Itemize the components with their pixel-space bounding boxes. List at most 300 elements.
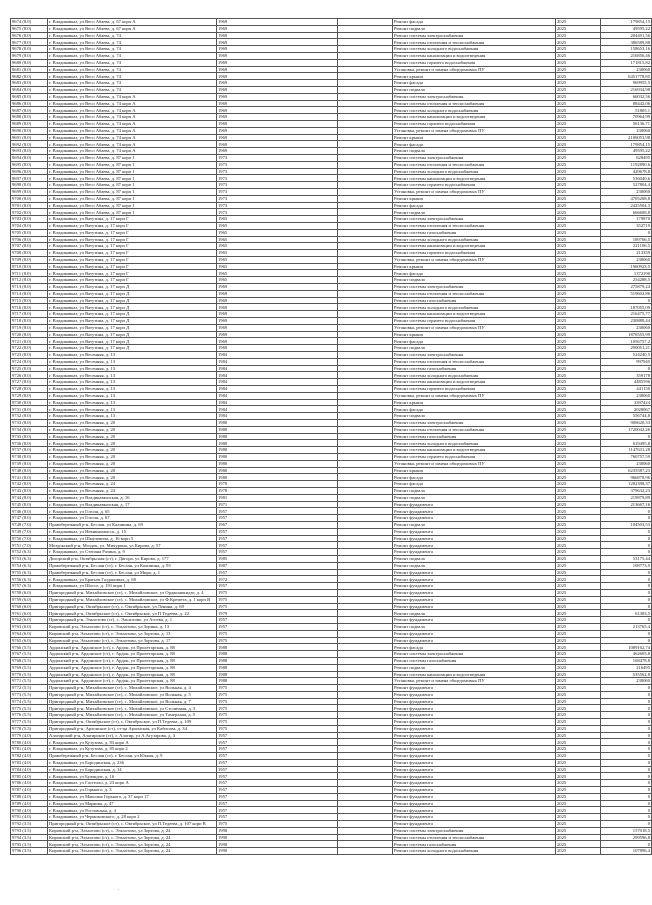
period-cell: 2025 xyxy=(556,712,601,719)
address-cell: г. Владикавказ, ул Ватутина, д. 17 корп Г xyxy=(48,222,217,229)
year-cell: 1973 xyxy=(217,202,338,209)
blank-cell xyxy=(338,685,393,692)
blank-cell xyxy=(338,610,393,617)
blank-cell xyxy=(338,841,393,848)
period-cell: 2025 xyxy=(556,182,601,189)
table-row xyxy=(11,372,652,379)
blank-cell xyxy=(338,447,393,454)
address-cell: г. Владикавказ, ул Весенняя, д. 13 xyxy=(48,358,217,365)
work-type-cell: Ремонт фасада xyxy=(393,474,556,481)
blank-cell xyxy=(338,73,393,80)
table-row xyxy=(11,678,652,685)
blank-cell xyxy=(338,827,393,834)
table-row xyxy=(11,487,652,494)
address-cell: г. Владикавказ, ул Ватутина, д. 17 корп Г xyxy=(48,243,217,250)
address-cell: г. Владикавказ, ул Ватутина, д. 17 корп Г xyxy=(48,270,217,277)
blank-cell xyxy=(338,229,393,236)
table-row xyxy=(11,494,652,501)
table-row xyxy=(11,467,652,474)
cost-cell: 0 xyxy=(601,603,652,610)
work-type-cell: Ремонт системы канализации и водоотведения xyxy=(393,175,556,182)
work-type-cell: Ремонт фасада xyxy=(393,202,556,209)
cost-cell: 2425504,3 xyxy=(601,202,652,209)
row-number-cell: 9742 (8.0) xyxy=(11,481,48,488)
blank-cell xyxy=(338,420,393,427)
cost-cell: 179854,15 xyxy=(601,19,652,26)
row-number-cell: 9718 (8.0) xyxy=(11,318,48,325)
cost-cell: 290051,21 xyxy=(601,345,652,352)
work-type-cell: Установка, ремонт и замена общедомовых ПУ xyxy=(393,256,556,263)
work-type-cell: Ремонт подвала xyxy=(393,521,556,528)
address-cell: г. Владикавказ, ул Гастелло, д. 23 корп А xyxy=(48,780,217,787)
blank-cell xyxy=(338,250,393,257)
blank-cell xyxy=(338,182,393,189)
table-row xyxy=(11,691,652,698)
year-cell: 1969 xyxy=(217,107,338,114)
blank-cell xyxy=(338,175,393,182)
table-row xyxy=(11,324,652,331)
year-cell: 1987 xyxy=(217,562,338,569)
table-row xyxy=(11,168,652,175)
table-row xyxy=(11,202,652,209)
period-cell: 2025 xyxy=(556,732,601,739)
year-cell: 1975 xyxy=(217,596,338,603)
address-cell: Дигорский р-н, Октябрьская (ст), г. Дигора, ул Кирова, д. 177 xyxy=(48,555,217,562)
year-cell: 1984 xyxy=(217,358,338,365)
address-cell: г. Владикавказ, ул Шоссе, д. 191 корп 1 xyxy=(48,583,217,590)
year-cell: 1975 xyxy=(217,685,338,692)
year-cell: 1969 xyxy=(217,59,338,66)
table-row xyxy=(11,637,652,644)
address-cell: г. Владикавказ, ул Весо Абаева, д. 74 xyxy=(48,46,217,53)
year-cell: 1967 xyxy=(217,521,338,528)
cost-cell: 0 xyxy=(601,229,652,236)
work-type-cell: Ремонт подвала xyxy=(393,277,556,284)
period-cell: 2025 xyxy=(556,270,601,277)
work-type-cell: Ремонт системы газоснабжения xyxy=(393,433,556,440)
period-cell: 2025 xyxy=(556,454,601,461)
table-row xyxy=(11,501,652,508)
cost-cell: 0 xyxy=(601,508,652,515)
work-type-cell: Ремонт подвала xyxy=(393,487,556,494)
period-cell: 2025 xyxy=(556,447,601,454)
blank-cell xyxy=(338,331,393,338)
work-type-cell: Ремонт фундамента xyxy=(393,821,556,828)
table-row xyxy=(11,311,652,318)
cost-cell: 254288,5 xyxy=(601,277,652,284)
table-row xyxy=(11,630,652,637)
row-number-cell: 9753 (6.3) xyxy=(11,555,48,562)
cost-cell: 299596,8 xyxy=(601,834,652,841)
page-footer-mark: . xyxy=(118,886,120,892)
work-type-cell: Ремонт крыши xyxy=(393,331,556,338)
row-number-cell: 9777 (5.5) xyxy=(11,719,48,726)
work-type-cell: Ремонт фундамента xyxy=(393,637,556,644)
row-number-cell: 9771 (5.5) xyxy=(11,678,48,685)
period-cell: 2025 xyxy=(556,793,601,800)
period-cell: 2025 xyxy=(556,107,601,114)
blank-cell xyxy=(338,134,393,141)
address-cell: г. Владикавказ, ул Ростовская, д. 4 xyxy=(48,807,217,814)
blank-cell xyxy=(338,392,393,399)
cost-cell: 0 xyxy=(601,515,652,522)
table-row xyxy=(11,732,652,739)
blank-cell xyxy=(338,195,393,202)
cost-cell: 204491,56 xyxy=(601,32,652,39)
cost-cell: 1282398,37 xyxy=(601,481,652,488)
blank-cell xyxy=(338,161,393,168)
table-row xyxy=(11,440,652,447)
table-row xyxy=(11,66,652,73)
blank-cell xyxy=(338,454,393,461)
row-number-cell: 9793 (3.5) xyxy=(11,827,48,834)
cost-cell: 1147631,28 xyxy=(601,447,652,454)
period-cell: 2025 xyxy=(556,651,601,658)
row-number-cell: 9787 (4.0) xyxy=(11,787,48,794)
cost-cell: 556744,8 xyxy=(601,413,652,420)
work-type-cell: Ремонт фундамента xyxy=(393,617,556,624)
cost-cell: 230060 xyxy=(601,256,652,263)
year-cell: 1965 xyxy=(217,277,338,284)
table-row xyxy=(11,793,652,800)
year-cell: 1973 xyxy=(217,154,338,161)
row-number-cell: 9679 (8.0) xyxy=(11,52,48,59)
row-number-cell: 9779 (4.0) xyxy=(11,732,48,739)
address-cell: Ардонский р-н, Ардонское (ст), г. Ардон, ул Пролетарская, д. 88 xyxy=(48,644,217,651)
blank-cell xyxy=(338,100,393,107)
period-cell: 2025 xyxy=(556,481,601,488)
period-cell: 2025 xyxy=(556,32,601,39)
address-cell: Пригородный р-н, Эльхотово (ст), с. Эльхотово, ул Агоева, д. 1 xyxy=(48,617,217,624)
year-cell: 1969 xyxy=(217,127,338,134)
cost-cell: 216856,46 xyxy=(601,52,652,59)
period-cell: 2025 xyxy=(556,521,601,528)
period-cell: 2025 xyxy=(556,73,601,80)
row-number-cell: 9689 (8.0) xyxy=(11,120,48,127)
blank-cell xyxy=(338,494,393,501)
cost-cell: 213765,4 xyxy=(601,623,652,630)
period-cell: 2025 xyxy=(556,821,601,828)
period-cell: 2025 xyxy=(556,440,601,447)
address-cell: г. Владикавказ, ул Ватутина, д. 17 корп Д xyxy=(48,284,217,291)
blank-cell xyxy=(338,603,393,610)
row-number-cell: 9696 (8.0) xyxy=(11,168,48,175)
blank-cell xyxy=(338,671,393,678)
row-number-cell: 9770 (5.5) xyxy=(11,671,48,678)
address-cell: г. Владикавказ, ул Владикавказская, д. 16 xyxy=(48,494,217,501)
year-cell: 1973 xyxy=(217,161,338,168)
cost-cell: 0 xyxy=(601,549,652,556)
address-cell: г. Владикавказ, ул Весенняя, д. 13 xyxy=(48,352,217,359)
table-row xyxy=(11,576,652,583)
work-type-cell: Ремонт фундамента xyxy=(393,589,556,596)
year-cell: 1975 xyxy=(217,630,338,637)
cost-cell: 0 xyxy=(601,365,652,372)
address-cell: г. Владикавказ, ул Весенняя, д. 20 xyxy=(48,460,217,467)
cost-cell: 230060 xyxy=(601,127,652,134)
address-cell: г. Владикавказ, ул Весо Абаева, д. 87 корп 1 xyxy=(48,195,217,202)
work-type-cell: Ремонт системы отопления и теплоснабжения xyxy=(393,358,556,365)
row-number-cell: 9680 (8.0) xyxy=(11,59,48,66)
year-cell: 1957 xyxy=(217,759,338,766)
cost-cell: 107896,4 xyxy=(601,848,652,855)
row-number-cell: 9736 (8.0) xyxy=(11,440,48,447)
blank-cell xyxy=(338,515,393,522)
cost-cell: 1876555,99 xyxy=(601,331,652,338)
period-cell: 2025 xyxy=(556,576,601,583)
cost-cell: 230060 xyxy=(601,66,652,73)
work-type-cell: Ремонт системы отопления и теплоснабжения xyxy=(393,222,556,229)
cost-cell: 230060 xyxy=(601,460,652,467)
row-number-cell: 9781 (4.0) xyxy=(11,746,48,753)
table-row xyxy=(11,216,652,223)
blank-cell xyxy=(338,270,393,277)
table-row xyxy=(11,651,652,658)
cost-cell: 216934,98 xyxy=(601,86,652,93)
period-cell: 2025 xyxy=(556,705,601,712)
table-row xyxy=(11,589,652,596)
table-row xyxy=(11,270,652,277)
cost-cell: 0 xyxy=(601,542,652,549)
table-row xyxy=(11,481,652,488)
year-cell: 1965 xyxy=(217,270,338,277)
row-number-cell: 9697 (8.0) xyxy=(11,175,48,182)
year-cell: 1969 xyxy=(217,148,338,155)
row-number-cell: 9764 (6.0) xyxy=(11,630,48,637)
row-number-cell: 9709 (8.0) xyxy=(11,256,48,263)
period-cell: 2025 xyxy=(556,406,601,413)
work-type-cell: Ремонт системы газоснабжения xyxy=(393,365,556,372)
cost-cell: 221106,5 xyxy=(601,243,652,250)
year-cell: 1957 xyxy=(217,766,338,773)
row-number-cell: 9725 (8.0) xyxy=(11,365,48,372)
work-type-cell: Ремонт фундамента xyxy=(393,508,556,515)
period-cell: 2025 xyxy=(556,583,601,590)
row-number-cell: 9749 (7.0) xyxy=(11,528,48,535)
address-cell: г. Владикавказ, ул Максима Горького, д. 37 корп 17 xyxy=(48,793,217,800)
table-row xyxy=(11,141,652,148)
row-number-cell: 9723 (8.0) xyxy=(11,352,48,359)
period-cell: 2025 xyxy=(556,358,601,365)
work-type-cell: Ремонт крыши xyxy=(393,263,556,270)
table-row xyxy=(11,759,652,766)
address-cell: г. Владикавказ, ул Весо Абаева, д. 67 корп А xyxy=(48,19,217,26)
work-type-cell: Ремонт подвала xyxy=(393,345,556,352)
year-cell: 1984 xyxy=(217,386,338,393)
blank-cell xyxy=(338,25,393,32)
work-type-cell: Ремонт системы газоснабжения xyxy=(393,657,556,664)
year-cell: 1969 xyxy=(217,311,338,318)
table-row xyxy=(11,474,652,481)
work-type-cell: Ремонт системы холодного водоснабжения xyxy=(393,848,556,855)
year-cell: 1957 xyxy=(217,583,338,590)
blank-cell xyxy=(338,148,393,155)
cost-cell: 0 xyxy=(601,800,652,807)
cost-cell: 179854,15 xyxy=(601,141,652,148)
work-type-cell: Ремонт системы электроснабжения xyxy=(393,32,556,39)
work-type-cell: Ремонт подвала xyxy=(393,664,556,671)
address-cell: г. Владикавказ, ул Весо Абаева, д. 74 корп А xyxy=(48,93,217,100)
year-cell: 1957 xyxy=(217,780,338,787)
table-row xyxy=(11,603,652,610)
cost-cell: 49595,22 xyxy=(601,148,652,155)
blank-cell xyxy=(338,617,393,624)
blank-cell xyxy=(338,202,393,209)
cost-cell: 49595,22 xyxy=(601,25,652,32)
work-type-cell: Ремонт системы отопления и теплоснабжения xyxy=(393,426,556,433)
row-number-cell: 9714 (8.0) xyxy=(11,290,48,297)
address-cell: Пригородный р-н, Михайловское (ст), с. Михайловское, ул Вольная, д. 5 xyxy=(48,691,217,698)
cost-cell: 0 xyxy=(601,793,652,800)
year-cell: 1965 xyxy=(217,222,338,229)
work-type-cell: Ремонт фундамента xyxy=(393,746,556,753)
row-number-cell: 9717 (8.0) xyxy=(11,311,48,318)
year-cell: 1988 xyxy=(217,644,338,651)
work-type-cell: Ремонт крыши xyxy=(393,73,556,80)
year-cell: 1984 xyxy=(217,379,338,386)
address-cell: Кировский р-н, Эльхотово (ст), с. Эльхотово, ул Зортова, д. 24 xyxy=(48,827,217,834)
year-cell: 1965 xyxy=(217,243,338,250)
row-number-cell: 9701 (8.0) xyxy=(11,202,48,209)
period-cell: 2025 xyxy=(556,787,601,794)
row-number-cell: 9691 (8.0) xyxy=(11,134,48,141)
address-cell: Пригородный р-н, Михайловское (ст), с. Михайловское, ул Ф.Кремета, д. 1 корп В xyxy=(48,596,217,603)
table-row xyxy=(11,188,652,195)
blank-cell xyxy=(338,127,393,134)
period-cell: 2025 xyxy=(556,311,601,318)
year-cell: 1975 xyxy=(217,691,338,698)
blank-cell xyxy=(338,678,393,685)
blank-cell xyxy=(338,426,393,433)
period-cell: 2025 xyxy=(556,93,601,100)
row-number-cell: 9768 (5.5) xyxy=(11,657,48,664)
row-number-cell: 9766 (5.5) xyxy=(11,644,48,651)
table-row xyxy=(11,120,652,127)
blank-cell xyxy=(338,637,393,644)
table-row xyxy=(11,569,652,576)
table-row xyxy=(11,739,652,746)
blank-cell xyxy=(338,834,393,841)
work-type-cell: Ремонт подвала xyxy=(393,494,556,501)
period-cell: 2025 xyxy=(556,243,601,250)
address-cell: г. Владикавказ, ул Весенняя, д. 24 xyxy=(48,487,217,494)
cost-cell: 0 xyxy=(601,433,652,440)
work-type-cell: Ремонт системы горячего водоснабжения xyxy=(393,318,556,325)
cost-cell: 51805,1 xyxy=(601,107,652,114)
address-cell: г. Владикавказ, ул Гоголя, д. 67 xyxy=(48,515,217,522)
table-row xyxy=(11,338,652,345)
blank-cell xyxy=(338,542,393,549)
blank-cell xyxy=(338,528,393,535)
year-cell: 1957 xyxy=(217,739,338,746)
year-cell: 1990 xyxy=(217,841,338,848)
row-number-cell: 9745 (8.0) xyxy=(11,501,48,508)
cost-cell: 6235587,23 xyxy=(601,467,652,474)
address-cell: г. Владикавказ, ул Весо Абаева, д. 74 корп А xyxy=(48,134,217,141)
blank-cell xyxy=(338,467,393,474)
address-cell: Правобережный р-н, Беслан (ст), г. Беслан, ул Мира, д. 1 xyxy=(48,569,217,576)
year-cell: 1988 xyxy=(217,678,338,685)
row-number-cell: 9756 (6.3) xyxy=(11,576,48,583)
address-cell: г. Владикавказ, ул Весо Абаева, д. 87 корп 1 xyxy=(48,168,217,175)
blank-cell xyxy=(338,508,393,515)
period-cell: 2025 xyxy=(556,290,601,297)
row-number-cell: 9690 (8.0) xyxy=(11,127,48,134)
year-cell: 1969 xyxy=(217,318,338,325)
row-number-cell: 9728 (8.0) xyxy=(11,386,48,393)
blank-cell xyxy=(338,256,393,263)
blank-cell xyxy=(338,141,393,148)
work-type-cell: Ремонт фундамента xyxy=(393,793,556,800)
blank-cell xyxy=(338,19,393,26)
period-cell: 2025 xyxy=(556,175,601,182)
blank-cell xyxy=(338,59,393,66)
address-cell: г. Владикавказ, ул Ватутина, д. 17 корп Д xyxy=(48,304,217,311)
period-cell: 2025 xyxy=(556,148,601,155)
year-cell: 1969 xyxy=(217,25,338,32)
period-cell: 2025 xyxy=(556,250,601,257)
period-cell: 2025 xyxy=(556,515,601,522)
period-cell: 2025 xyxy=(556,188,601,195)
address-cell: г. Владикавказ, ул Весо Абаева, д. 87 корп 1 xyxy=(48,175,217,182)
period-cell: 2025 xyxy=(556,589,601,596)
work-type-cell: Ремонт фундамента xyxy=(393,528,556,535)
year-cell: 1969 xyxy=(217,120,338,127)
year-cell: 1965 xyxy=(217,250,338,257)
table-row xyxy=(11,712,652,719)
table-row xyxy=(11,386,652,393)
blank-cell xyxy=(338,304,393,311)
blank-cell xyxy=(338,86,393,93)
year-cell: 1957 xyxy=(217,549,338,556)
work-type-cell: Ремонт крыши xyxy=(393,399,556,406)
table-row xyxy=(11,814,652,821)
year-cell: 1957 xyxy=(217,793,338,800)
row-number-cell: 9794 (3.5) xyxy=(11,834,48,841)
cost-cell: 352719 xyxy=(601,222,652,229)
row-number-cell: 9698 (8.0) xyxy=(11,182,48,189)
period-cell: 2025 xyxy=(556,528,601,535)
cost-cell: 230060 xyxy=(601,188,652,195)
row-number-cell: 9739 (8.0) xyxy=(11,460,48,467)
blank-cell xyxy=(338,277,393,284)
address-cell: г. Владикавказ, ул Кутузова, д. 85 корп 2 xyxy=(48,746,217,753)
blank-cell xyxy=(338,555,393,562)
cost-cell: 0 xyxy=(601,576,652,583)
period-cell: 2025 xyxy=(556,277,601,284)
row-number-cell: 9703 (8.0) xyxy=(11,216,48,223)
work-type-cell: Ремонт фундамента xyxy=(393,766,556,773)
table-row xyxy=(11,562,652,569)
cost-cell: 0 xyxy=(601,814,652,821)
address-cell: г. Владикавказ, ул Горького, д. 3 xyxy=(48,787,217,794)
cost-cell: 70964,99 xyxy=(601,114,652,121)
blank-cell xyxy=(338,284,393,291)
cost-cell: 628495 xyxy=(601,154,652,161)
work-type-cell: Ремонт системы отопления и теплоснабжения xyxy=(393,161,556,168)
period-cell: 2025 xyxy=(556,365,601,372)
blank-cell xyxy=(338,460,393,467)
period-cell: 2025 xyxy=(556,222,601,229)
table-row xyxy=(11,705,652,712)
cost-cell: 230880,44 xyxy=(601,318,652,325)
table-body xyxy=(11,19,652,855)
work-type-cell: Ремонт системы отопления и теплоснабжения xyxy=(393,290,556,297)
period-cell: 2025 xyxy=(556,127,601,134)
row-number-cell: 9712 (8.0) xyxy=(11,277,48,284)
table-row xyxy=(11,542,652,549)
work-type-cell: Ремонт фундамента xyxy=(393,698,556,705)
